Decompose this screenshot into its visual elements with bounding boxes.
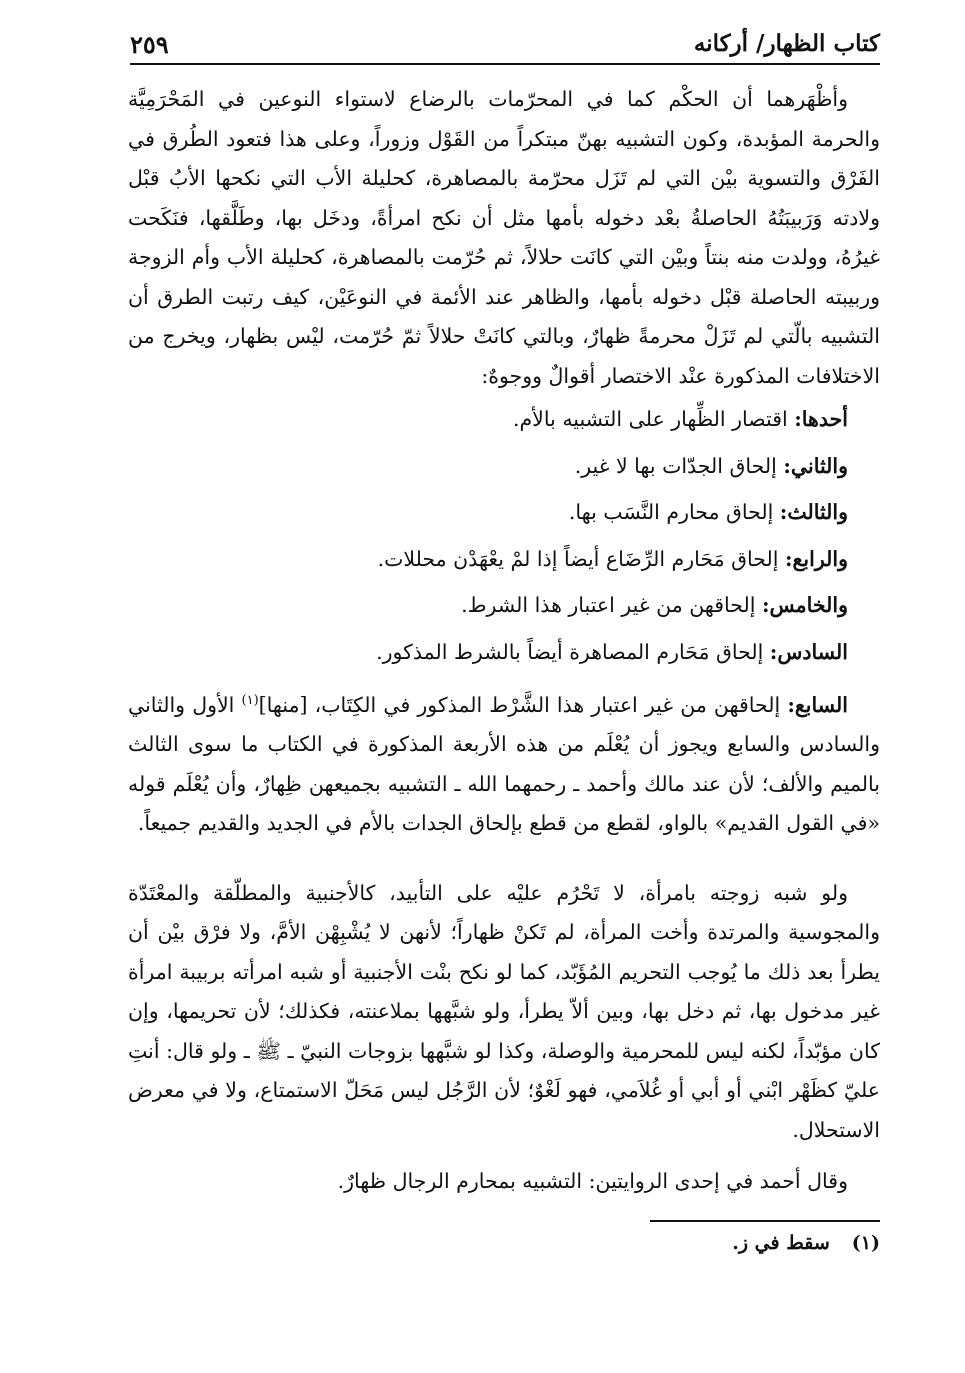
list-item-2 — [128, 443, 880, 490]
item-text: إلحاقهن من غير اعتبار هذا الشرط. — [461, 593, 762, 617]
main-text — [128, 80, 880, 1202]
header-rule — [130, 63, 880, 65]
item-text: إلحاق مَحَارم المصاهرة أيضاً بالشرط المذكور. — [376, 639, 770, 664]
item-text: إلحاق محارم النَّسَب بها. — [568, 500, 780, 524]
item-label: أحدها: — [794, 407, 848, 431]
item-label: والخامس: — [761, 593, 848, 617]
item-text: إلحاق مَحَارم الرِّضَاع أيضاً إذا لمْ يعْهَدْن محللات. — [377, 546, 785, 571]
running-title: كتاب الظهار/ أركانه — [693, 30, 880, 57]
closing-paragraph-2: وقال أحمد في إحدى الروايتين: التشبيه بمحارم الرجال ظهارٌ. — [337, 1169, 848, 1194]
footnote-reference[interactable]: (١) — [241, 693, 259, 708]
item-text: إلحاق الجدّات بها لا غير. — [574, 453, 784, 478]
footnote-rule — [650, 1220, 880, 1222]
item-label: والثاني: — [783, 453, 848, 478]
running-header — [130, 28, 880, 68]
list-item-4 — [128, 536, 880, 583]
item-label: السابع: — [787, 692, 848, 717]
footnote-text: سقط في ز. — [732, 1232, 830, 1254]
list-item-3 — [128, 489, 880, 536]
list-item-6 — [128, 629, 880, 676]
item-label: والثالث: — [779, 500, 848, 524]
list-item-5 — [128, 582, 880, 629]
footnote-number: (١) — [851, 1232, 880, 1254]
item-label: والرابع: — [784, 546, 848, 571]
item-text: إلحاقهن من غير اعتبار هذا الشَّرْط المذكور في الكِتَاب، [منها] — [258, 692, 788, 717]
opening-paragraph: وأظْهَرهما أن الحكْم كما في المحرّمات بالرضاع لاستواء النوعين في المَحْرَمِيَّة والحرمة المؤبدة، وكون التشبيه بهنّ مبتكراً من القَوْل وزوراً، وعلى هذا فتعود الطُرق في الفَرْق والتسوية بيْن التي لم تَزَل محرّمة بالمصاهرة، كحليلة الأب التي نكحها الأبُ قبْل ولادته وَرَبيبَتُهُ الحاصلةُ بعْد دخوله بأمها مثل أن نكح امرأةً، ودخَل بها، وطَلَّقها، فنَكَحت غيرُهُ، وولدت منه بنتاً وبيْن التي كانَت حلالاً، ثم حُرّمت بالمصاهرة، كحليلة الأب وأم الزوجة وربيبته الحاصلة قبْل دخوله بأمها، والظاهر عند الأئمة في النوعَيْن، كيف رتبت الطرق أن التشبيه بالّتي لم تَزَلْ محرمةً ظهارٌ، وبالتي كانَتْ حلالاً ثمّ حُرّمت، ليْس بظهار، ويخرج من الاختلافات المذكورة عنْد الاختصار أقوالٌ ووجوهٌ: — [128, 87, 880, 388]
item-text: اقتصار الظِّهار على التشبيه بالأم. — [512, 407, 795, 431]
item-text-continued: الأول والثاني والسادس والسابع ويجوز أن يُعْلَم من هذه الأربعة المذكورة في الكتاب ما سوى الثالث بالميم والألف؛ لأن عند مالك وأحمد ـ رحمهما الله ـ التشبيه بجميعهن ظِهارٌ، وأن يُعْلَم قوله «في القول القديم» بالواو، لقطع من قطع بإلحاق الجدات بالأم في الجديد والقديم جميعاً. — [128, 692, 880, 836]
list-item-1 — [128, 396, 880, 443]
footnote — [732, 1232, 880, 1254]
closing-paragraph-1: ولو شبه زوجته بامرأة، لا تَحْرُم عليْه على التأبيد، كالأجنبية والمطلّقة والمعْتَدّة والمجوسية والمرتدة وأخت المرأة، لم تَكنْ ظهاراً؛ لأنهن لا يُشْبِهْن الأمَّ، ولا فرْق بيْن أن يطرأ بعد ذلك ما يُوجب التحريم المُؤَبّد، كما لو نكح بنْت الأجنبية أو شبه امرأته بربيبة امرأة غير مدخول بها، ثم دخل بها، وبين ألاّ يطرأ، ولو شبَّهها بملاعنته، فكذلك؛ لأن تحريمها، وإن كان مؤبّداً، لكنه ليس للمحرمية والوصلة، وكذا لو شبَّهها بزوجات النبيّ ـ ﷺ ـ ولو قال: أنتِ عليّ كظَهْر ابْني أو أبي أو غُلاَمي، فهو لَغْوٌ؛ لأن الرَّجُل ليس مَحَلّ الاستمتاع، ولا في معرض الاستحلال. — [128, 880, 880, 1142]
page-number: ٢٥٩ — [130, 30, 169, 59]
list-item-7 — [128, 681, 880, 844]
item-label: السادس: — [769, 639, 848, 664]
